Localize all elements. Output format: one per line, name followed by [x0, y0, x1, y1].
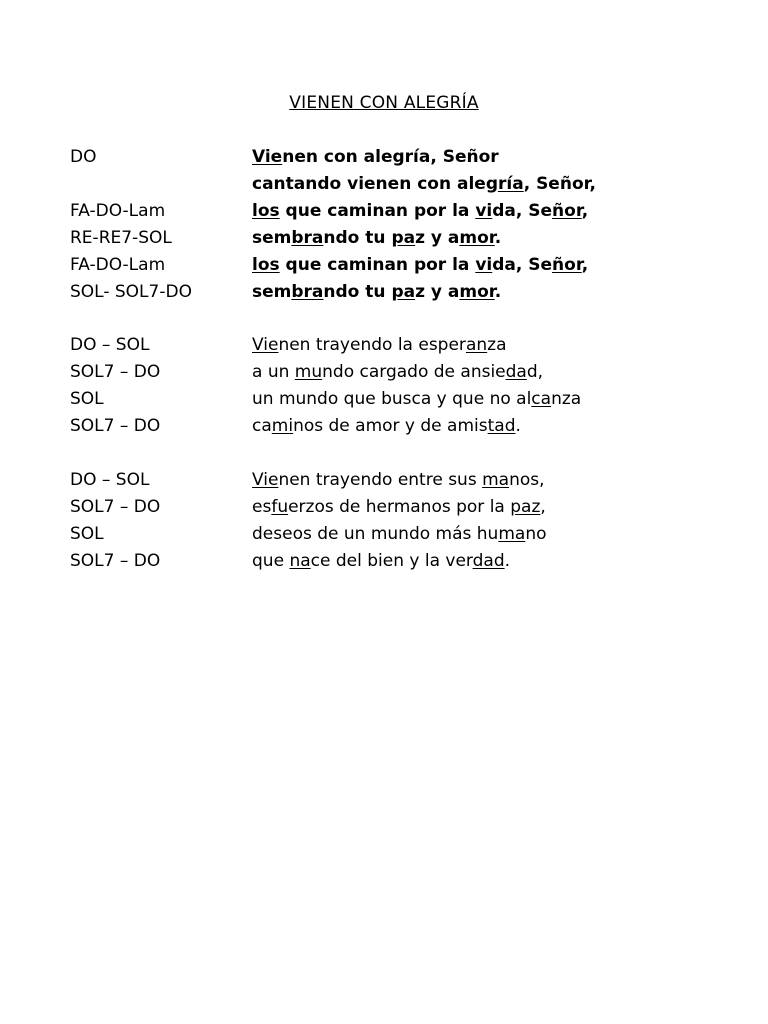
stressed-syllable: bra	[291, 282, 324, 302]
lyric-text	[252, 413, 521, 440]
song-title: VIENEN CON ALEGRÍA	[289, 93, 479, 113]
stressed-syllable: mor	[459, 282, 495, 302]
stressed-syllable: Vie	[252, 470, 279, 490]
stressed-syllable: los	[252, 201, 280, 221]
stressed-syllable: paz	[510, 497, 541, 517]
lyric-segment: .	[494, 228, 502, 248]
lyric-segment: da, Se	[492, 201, 553, 221]
stressed-syllable: vi	[475, 201, 493, 221]
lyric-segment: que caminan por la	[279, 255, 476, 275]
lyric-text	[252, 521, 547, 548]
song-line	[70, 279, 690, 306]
stanza-1	[70, 144, 690, 306]
lyric-segment: que caminan por la	[279, 201, 476, 221]
stressed-syllable: an	[465, 335, 488, 355]
lyric-segment: z y a	[415, 282, 460, 302]
song-line	[70, 225, 690, 252]
chord-label: SOL	[70, 524, 104, 544]
stanza-2	[70, 332, 690, 440]
song-line	[70, 144, 690, 171]
lyric-segment: d,	[526, 362, 544, 382]
stressed-syllable: mu	[294, 362, 323, 382]
lyric-segment: ndo tu	[323, 228, 392, 248]
lyric-segment: .	[515, 416, 521, 436]
lyric-segment: ca	[252, 416, 272, 436]
lyric-segment: un mundo que busca y que no al	[252, 389, 532, 409]
lyric-segment: nen trayendo entre sus	[278, 470, 483, 490]
lyric-segment: erzos de hermanos por la	[288, 497, 511, 517]
song-line	[70, 548, 690, 575]
lyric-text	[252, 386, 581, 413]
lyric-segment: , Señor,	[523, 174, 596, 194]
song-line	[70, 252, 690, 279]
lyric-text	[252, 144, 499, 171]
song-line	[70, 359, 690, 386]
lyric-text	[252, 198, 588, 225]
stressed-syllable: tad	[487, 416, 516, 436]
lyric-segment: no	[525, 524, 547, 544]
song-line	[70, 467, 690, 494]
stressed-syllable: vi	[475, 255, 493, 275]
lyric-segment: ,	[581, 255, 589, 275]
stressed-syllable: ma	[482, 470, 510, 490]
stressed-syllable: ría	[498, 174, 524, 194]
stressed-syllable: da	[505, 362, 527, 382]
stressed-syllable: pa	[391, 282, 416, 302]
lyric-segment: za	[487, 335, 507, 355]
chord-label: SOL- SOL7-DO	[70, 282, 192, 302]
song-line	[70, 494, 690, 521]
chord-label: SOL7 – DO	[70, 551, 161, 571]
chord-label: SOL7 – DO	[70, 497, 161, 517]
lyric-segment: ndo tu	[323, 282, 392, 302]
lyric-segment: .	[494, 282, 502, 302]
lyric-segment: sem	[252, 282, 292, 302]
lyric-text	[252, 359, 543, 386]
chord-label: SOL7 – DO	[70, 362, 161, 382]
stressed-syllable: fu	[271, 497, 289, 517]
chord-label: SOL7 – DO	[70, 416, 161, 436]
lyric-segment: nen trayendo la esper	[278, 335, 466, 355]
lyric-segment: deseos de un mundo más hu	[252, 524, 499, 544]
stressed-syllable: mi	[271, 416, 294, 436]
lyric-segment: nos,	[509, 470, 545, 490]
chord-label: FA-DO-Lam	[70, 201, 166, 221]
stressed-syllable: ñor	[552, 255, 582, 275]
stressed-syllable: dad	[472, 551, 505, 571]
stanza-3	[70, 467, 690, 575]
lyric-text	[252, 225, 501, 252]
lyric-segment: nza	[551, 389, 582, 409]
stressed-syllable: mor	[459, 228, 495, 248]
chord-label: FA-DO-Lam	[70, 255, 166, 275]
lyric-segment: ,	[540, 497, 546, 517]
stressed-syllable: ca	[531, 389, 552, 409]
lyric-segment: sem	[252, 228, 292, 248]
lyric-text	[252, 252, 588, 279]
chord-label: RE-RE7-SOL	[70, 228, 172, 248]
lyric-segment: a un	[252, 362, 295, 382]
lyric-text	[252, 548, 510, 575]
lyric-segment: .	[504, 551, 511, 571]
chord-label: DO – SOL	[70, 335, 150, 355]
stressed-syllable: bra	[291, 228, 324, 248]
chord-label: SOL	[70, 389, 104, 409]
lyric-text	[252, 332, 506, 359]
lyric-segment: ce del bien y la ver	[310, 551, 473, 571]
lyric-text	[252, 494, 546, 521]
lyric-segment: ,	[581, 201, 589, 221]
chord-label: DO	[70, 147, 97, 167]
lyric-segment: nen con alegría, Señor	[282, 147, 499, 167]
stressed-syllable: pa	[391, 228, 416, 248]
song-line	[70, 413, 690, 440]
stressed-syllable: ñor	[552, 201, 582, 221]
lyric-segment: nos de amor y de amis	[293, 416, 488, 436]
song-line	[70, 332, 690, 359]
lyric-text	[252, 279, 501, 306]
stressed-syllable: ma	[498, 524, 526, 544]
lyric-text	[252, 467, 545, 494]
stressed-syllable: na	[289, 551, 311, 571]
stressed-syllable: los	[252, 255, 280, 275]
chord-label: DO – SOL	[70, 470, 150, 490]
lyric-segment: ndo cargado de ansie	[322, 362, 506, 382]
stressed-syllable: Vie	[252, 335, 279, 355]
song-line	[70, 521, 690, 548]
lyric-segment: cantando vienen con aleg	[252, 174, 498, 194]
stressed-syllable: Vie	[252, 147, 283, 167]
song-line	[70, 386, 690, 413]
song-line	[70, 171, 690, 198]
lyric-segment: da, Se	[492, 255, 553, 275]
lyric-segment: es	[252, 497, 272, 517]
lyric-segment: z y a	[415, 228, 460, 248]
song-line	[70, 198, 690, 225]
lyric-segment: que	[252, 551, 290, 571]
lyric-text	[252, 171, 596, 198]
